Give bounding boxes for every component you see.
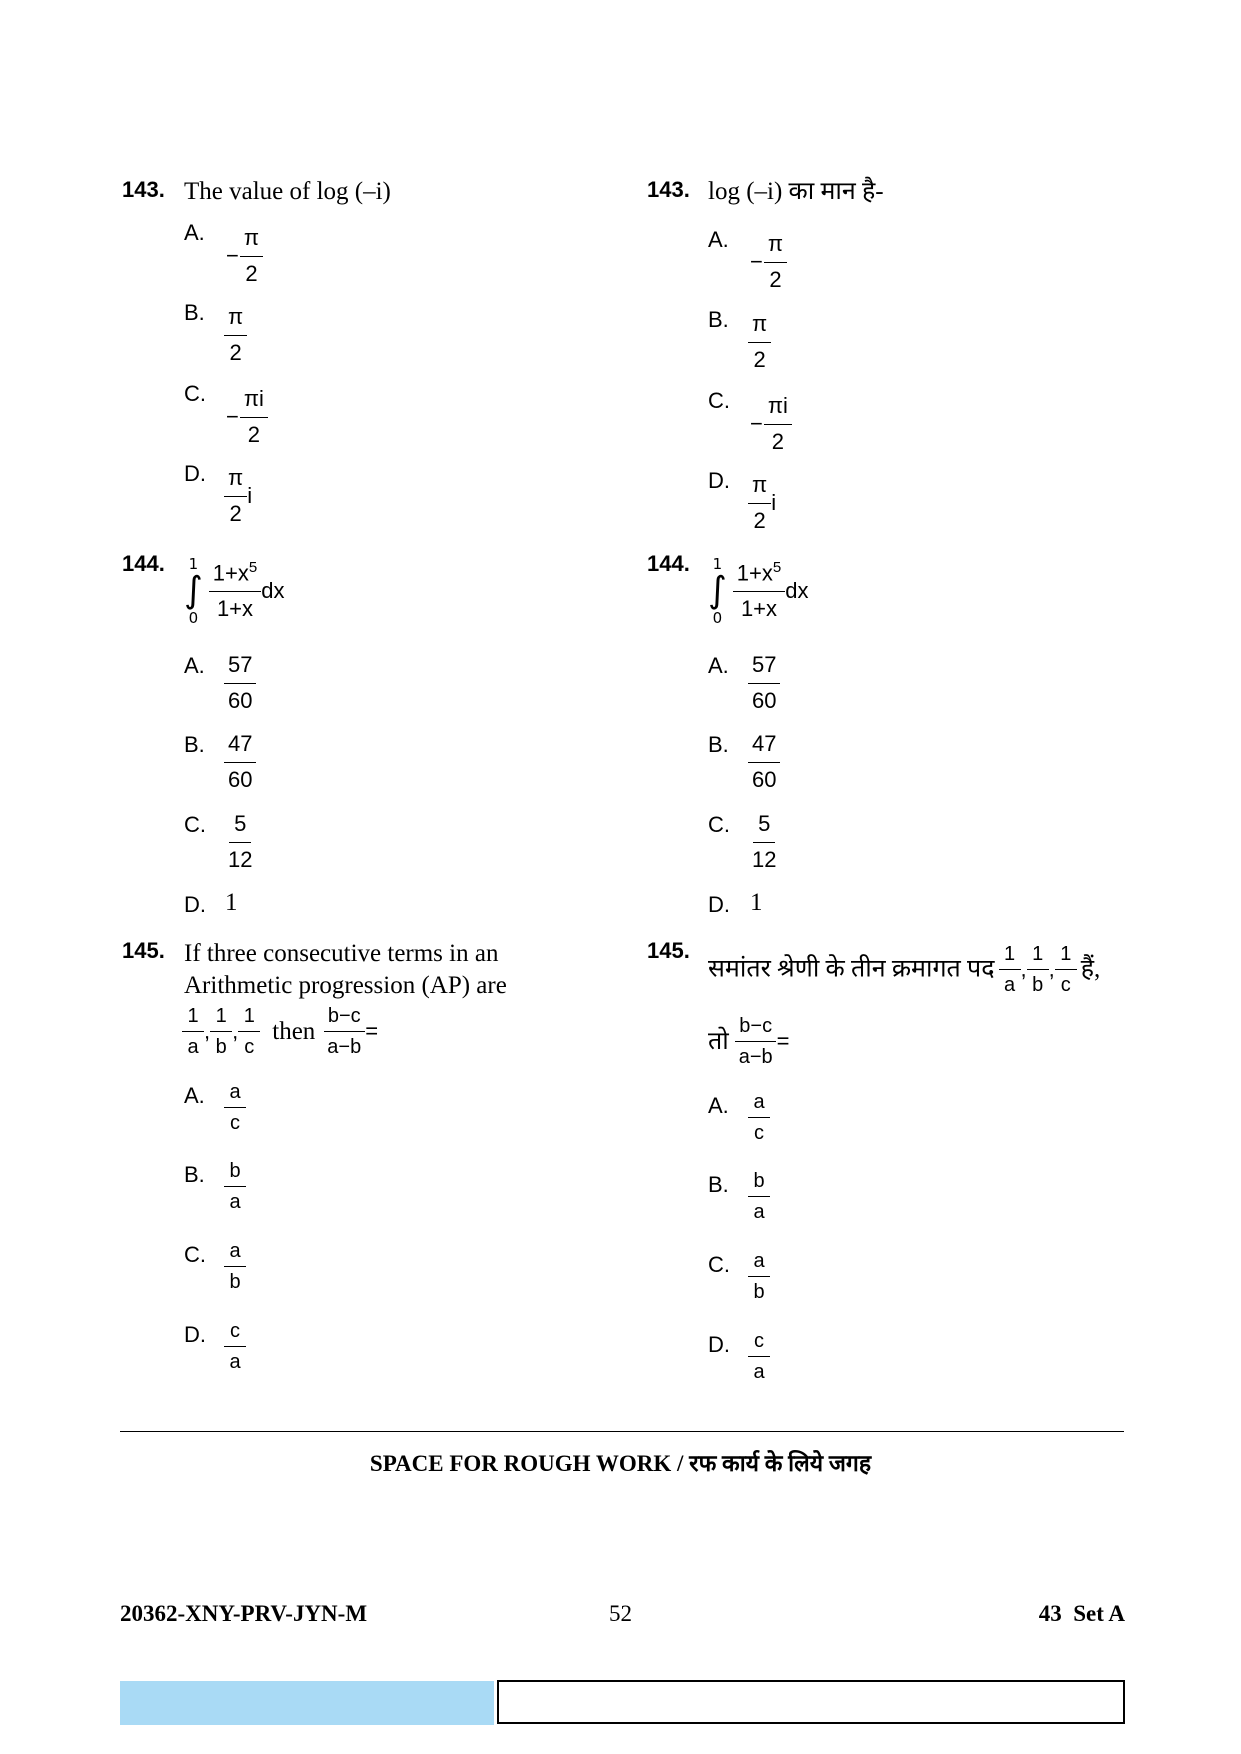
question-number: 145. (122, 938, 165, 963)
option-label: B. (184, 1162, 205, 1187)
option-value: $\frac{5}{12}$ (228, 811, 253, 872)
option-label: D. (708, 1332, 730, 1357)
rough-work-heading: SPACE FOR ROUGH WORK / रफ कार्य के लिये जगह (369, 1451, 872, 1476)
footer-color-bar (120, 1681, 494, 1725)
option-value: $\frac{b}{a}$ (224, 1159, 246, 1214)
option-value: $\frac{b}{a}$ (748, 1169, 770, 1224)
option-label: B. (708, 1172, 729, 1197)
option-value: $\frac{\pi}{2}$ i (748, 471, 776, 535)
question-number: 145. (647, 938, 690, 963)
integral-expression: 1 ∫ 0 $\frac{1+x^5}{1+x}$ dx (708, 555, 809, 627)
page-number: 52 (609, 1601, 632, 1626)
option-value: $\frac{\pi}{2}$ (748, 310, 771, 374)
option-label: D. (708, 892, 730, 917)
paper-code: 20362-XNY-PRV-JYN-M (120, 1601, 368, 1626)
integral-sign: 1 ∫ 0 (184, 555, 203, 627)
option-value: $\frac{57}{60}$ (748, 651, 780, 715)
option-label: B. (184, 732, 205, 757)
option-value: $\frac{5}{12}$ (752, 811, 777, 872)
option-label: D. (184, 892, 206, 917)
option-label: C. (708, 812, 730, 837)
question-text: log (–i) का मान है- (708, 178, 884, 205)
option-value: $\frac{a}{c}$ (224, 1080, 246, 1135)
option-value: $\frac{a}{b}$ (748, 1249, 770, 1304)
question-text-line: समांतर श्रेणी के तीन क्रमागत पद $\frac{1}{a}$ , $\frac{1}{b}$ , $\frac{1}{c}$ हैं, (708, 943, 1101, 996)
option-label: A. (708, 1093, 729, 1118)
option-label: D. (184, 1322, 206, 1347)
option-value: 1 (750, 889, 763, 916)
question-expression: तो $\frac{b-c}{a-b}$ = (708, 1015, 790, 1068)
option-label: C. (708, 1252, 730, 1277)
option-label: A. (708, 227, 729, 252)
option-label: D. (184, 461, 206, 486)
option-value: $\frac{57}{60}$ (224, 651, 256, 715)
question-number: 143. (647, 177, 690, 202)
option-value: $\frac{a}{b}$ (224, 1239, 246, 1294)
option-value: − $\frac{\pi}{2}$ (226, 224, 263, 288)
option-label: D. (708, 468, 730, 493)
integral-sign: 1 ∫ 0 (708, 555, 727, 627)
question-text-line: If three consecutive terms in an (184, 940, 499, 967)
question-text-line: Arithmetic progression (AP) are (184, 972, 507, 999)
option-value: − $\frac{\pi i}{2}$ (226, 385, 268, 449)
option-value: $\frac{47}{60}$ (224, 730, 256, 794)
option-label: A. (184, 653, 205, 678)
question-text: The value of log (–i) (184, 178, 391, 205)
option-value: $\frac{c}{a}$ (748, 1329, 770, 1384)
option-label: B. (708, 732, 729, 757)
option-value: $\frac{47}{60}$ (748, 730, 780, 794)
option-label: C. (708, 388, 730, 413)
option-label: B. (708, 307, 729, 332)
option-value: $\frac{\pi}{2}$ i (224, 464, 252, 528)
option-label: A. (184, 1083, 205, 1108)
option-value: $\frac{a}{c}$ (748, 1090, 770, 1145)
option-value: 1 (225, 889, 238, 916)
set-label: 43 Set A (1038, 1601, 1125, 1626)
integral-expression: 1 ∫ 0 $\frac{1+x^5}{1+x}$ dx (184, 555, 285, 627)
rough-work-divider (120, 1431, 1124, 1432)
option-label: A. (184, 220, 205, 245)
option-label: C. (184, 812, 206, 837)
ap-terms-expression: $\frac{1}{a}$ , $\frac{1}{b}$ , $\frac{1}{c}$ then $\frac{b-c}{a-b}$ = (182, 1004, 378, 1059)
footer-empty-box (497, 1680, 1125, 1724)
question-number: 143. (122, 177, 165, 202)
question-number: 144. (647, 551, 690, 576)
question-number: 144. (122, 551, 165, 576)
option-value: − $\frac{\pi}{2}$ (750, 230, 787, 294)
option-label: A. (708, 653, 729, 678)
option-label: B. (184, 300, 205, 325)
option-label: C. (184, 381, 206, 406)
option-value: − $\frac{\pi i}{2}$ (750, 392, 792, 456)
option-value: $\frac{\pi}{2}$ (224, 303, 247, 367)
option-label: C. (184, 1242, 206, 1267)
option-value: $\frac{c}{a}$ (224, 1319, 246, 1374)
